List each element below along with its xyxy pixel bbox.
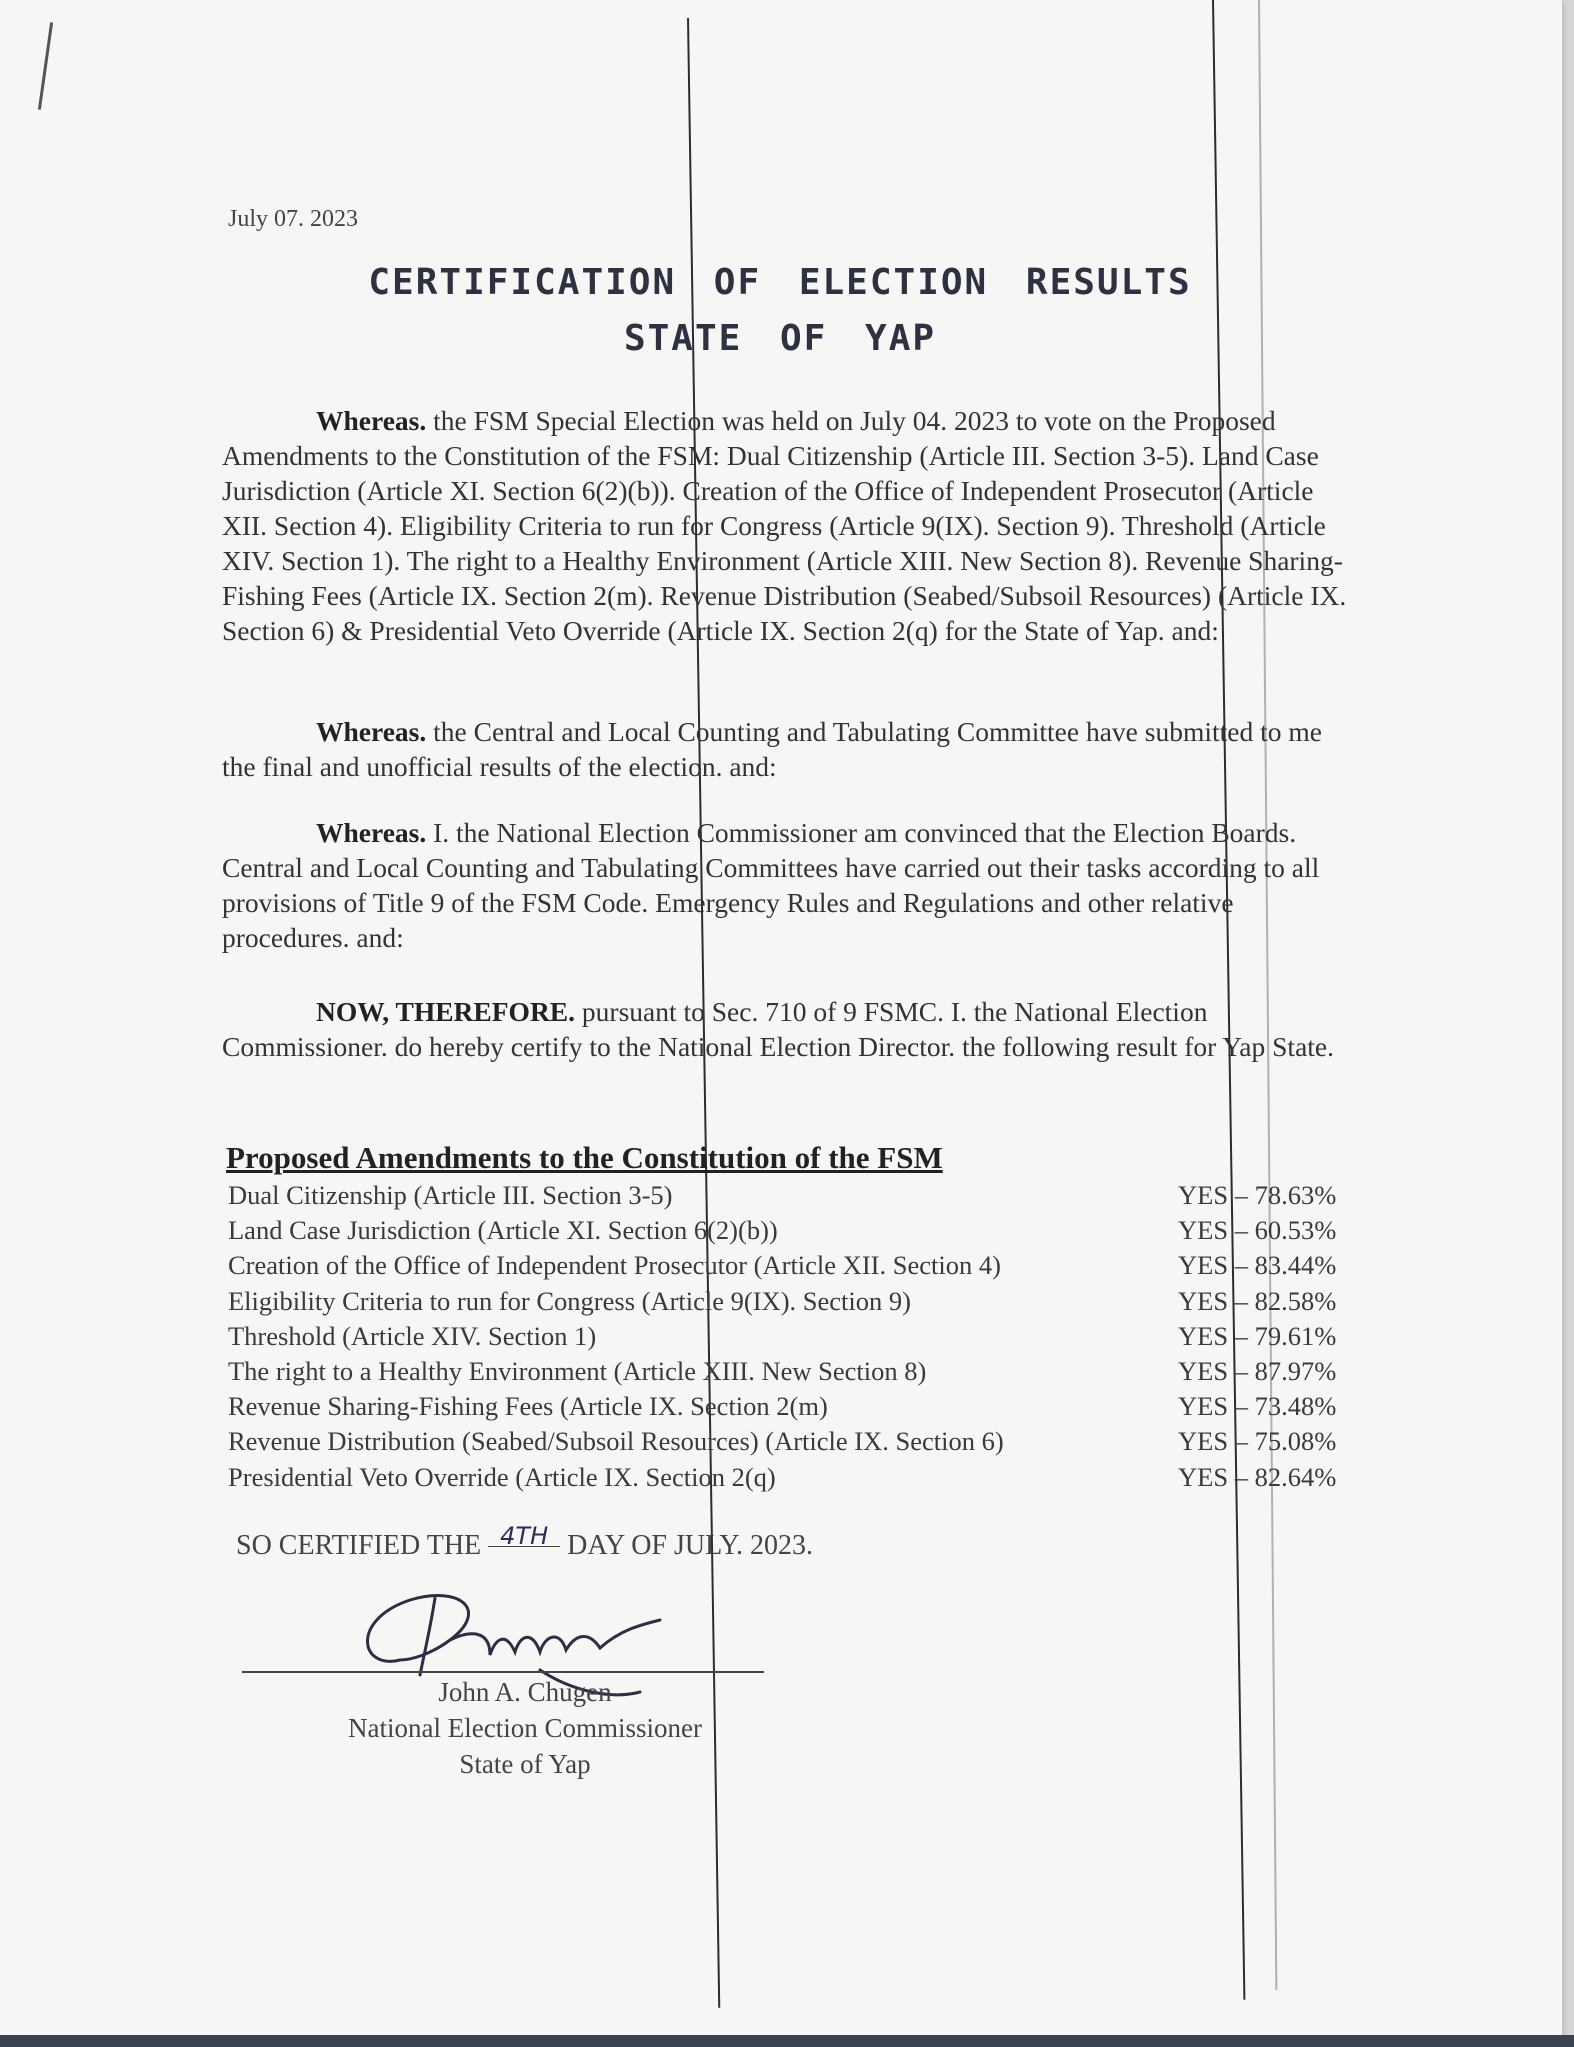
signature-line — [242, 1671, 764, 1673]
result-row — [228, 1248, 1368, 1283]
result-row — [228, 1354, 1368, 1389]
result-row — [228, 1178, 1368, 1213]
amendment-result: YES – 87.97% — [1178, 1355, 1337, 1386]
paragraph-lead: NOW, THEREFORE. — [316, 996, 576, 1027]
paragraph-lead: Whereas. — [316, 716, 427, 747]
paragraph-lead: Whereas. — [316, 405, 427, 436]
amendment-result: YES – 60.53% — [1178, 1215, 1337, 1246]
paragraph-text: pursuant to Sec. 710 of 9 FSMC. I. the National Election Commissioner. do hereby certify to the National Election Director. the following result for Yap State. — [222, 996, 1334, 1062]
amendment-result: YES – 82.58% — [1178, 1285, 1337, 1316]
amendment-result: YES – 79.61% — [1178, 1320, 1337, 1351]
amendment-name: Revenue Distribution (Seabed/Subsoil Resources) (Article IX. Section 6) — [228, 1426, 1004, 1457]
results-list — [228, 1178, 1368, 1495]
amendment-name: Land Case Jurisdiction (Article XI. Section 6(2)(b)) — [228, 1215, 778, 1246]
amendment-result: YES – 75.08% — [1178, 1426, 1337, 1457]
amendment-name: Threshold (Article XIV. Section 1) — [228, 1320, 597, 1351]
signer-name: John A. Chugen — [438, 1677, 612, 1707]
amendment-name: Creation of the Office of Independent Prosecutor (Article XII. Section 4) — [228, 1250, 1001, 1281]
paragraph-text: I. the National Election Commissioner am convinced that the Election Boards. Central and Local Counting and Tabulating Committees have carried out their tasks according to all provisions of Title 9 of the FSM Code. Emergency Rules and Regulations and other relative procedures. and: — [222, 817, 1320, 953]
results-heading: Proposed Amendments to the Constitution of the FSM — [226, 1140, 943, 1175]
document-date: July 07. 2023 — [228, 206, 359, 232]
amendment-result: YES – 78.63% — [1178, 1180, 1337, 1210]
signer-organization: State of Yap — [459, 1749, 591, 1779]
amendment-name: Eligibility Criteria to run for Congress (Article 9(IX). Section 9) — [228, 1285, 911, 1316]
certified-suffix: DAY OF JULY. 2023. — [567, 1530, 814, 1561]
result-row — [228, 1284, 1368, 1319]
pen-mark — [38, 22, 53, 110]
result-row — [228, 1460, 1368, 1495]
amendment-result: YES – 73.48% — [1178, 1391, 1337, 1422]
whereas-paragraph-3 — [222, 815, 1352, 955]
paragraph-text: the Central and Local Counting and Tabulating Committee have submitted to me the final and unofficial results of the election. and: — [222, 716, 1322, 782]
result-row — [228, 1389, 1368, 1424]
whereas-paragraph-1 — [222, 403, 1352, 648]
whereas-paragraph-2 — [222, 714, 1352, 784]
certification-line — [236, 1522, 814, 1562]
document-title: CERTIFICATION OF ELECTION RESULTS — [368, 262, 1192, 303]
amendment-result: YES – 83.44% — [1178, 1250, 1337, 1281]
result-row — [228, 1213, 1368, 1248]
amendment-name: Dual Citizenship (Article III. Section 3-5) — [228, 1180, 673, 1210]
amendment-name: Revenue Sharing-Fishing Fees (Article IX. Section 2(m) — [228, 1391, 828, 1422]
amendment-result: YES – 82.64% — [1178, 1461, 1337, 1492]
amendment-name: The right to a Healthy Environment (Article XIII. New Section 8) — [228, 1355, 927, 1386]
result-row — [228, 1424, 1368, 1459]
certified-prefix: SO CERTIFIED THE — [236, 1530, 482, 1561]
signer-title: National Election Commissioner — [348, 1713, 702, 1743]
paragraph-lead: Whereas. — [316, 817, 427, 848]
document-subtitle: STATE OF YAP — [623, 318, 937, 359]
result-row — [228, 1319, 1368, 1354]
paragraph-text: the FSM Special Election was held on July 04. 2023 to vote on the Proposed Amendments to the Constitution of the FSM: Dual Citizenship (Article III. Section 3-5). Land Case Jurisdiction (Article XI. Section 6(2)(b)). Creation of the Office of Independent Prosecutor (Article XII. Section 4). Eligibility Criteria to run for Congress (Article 9(IX). Section 9). Threshold (Article XIV. Section 1). The right to a Healthy Environment (Article XIII. New Section 8). Revenue Sharing-Fishing Fees (Article IX. Section 2(m). Revenue Distribution (Seabed/Subsoil Resources) (Article IX. Section 6) & Presidential Veto Override (Article IX. Section 2(q) for the State of Yap. and: — [222, 405, 1347, 646]
therefore-paragraph — [222, 994, 1352, 1064]
amendment-name: Presidential Veto Override (Article IX. Section 2(q) — [228, 1461, 776, 1492]
background-surface — [0, 2035, 1574, 2047]
certified-day-handwritten: 4TH — [488, 1526, 560, 1547]
